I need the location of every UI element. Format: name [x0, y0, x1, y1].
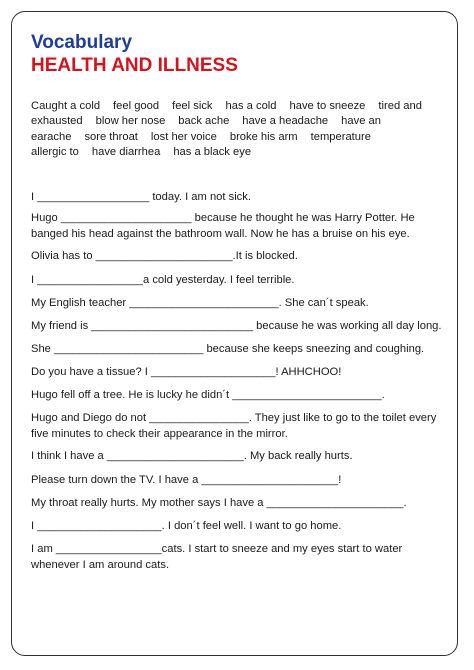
- word-bank: [31, 99, 451, 160]
- exercise-line: I __________________ today. I am not sick.: [31, 191, 251, 203]
- word-bank-item: have diarrhea: [91, 145, 161, 158]
- exercise-item: [31, 388, 451, 404]
- exercise-line: whenever I am around cats.: [31, 558, 170, 571]
- exercise-item: [31, 296, 451, 312]
- exercise-line: Hugo _____________________ because he thought he was Harry Potter. He: [31, 212, 415, 224]
- word-bank-item: lost her voice: [150, 130, 217, 143]
- exercise-item: [31, 496, 451, 512]
- word-bank-item: has a black eye: [173, 145, 252, 158]
- exercise-line: I think I have a ______________________. My back really hurts.: [31, 450, 353, 462]
- exercise-item: [31, 449, 451, 465]
- exercise-item: [31, 365, 451, 381]
- word-bank-item: tired and: [378, 100, 422, 112]
- worksheet-page: [11, 11, 458, 656]
- word-bank-line: [31, 99, 451, 114]
- exercise-line: I _________________a cold yesterday. I feel terrible.: [31, 274, 295, 286]
- exercise-line: My English teacher ________________________. She can´t speak.: [31, 297, 369, 309]
- exercise-item: [31, 542, 451, 573]
- exercise-line: She ________________________ because she keeps sneezing and coughing.: [31, 343, 425, 355]
- exercise-line: banged his head against the bathroom wall. Now he has a bruise on his eye.: [31, 227, 410, 240]
- exercise-item: [31, 190, 451, 206]
- exercise-line: five minutes to check their appearance in the mirror.: [31, 427, 288, 440]
- exercise-line: I am _________________cats. I start to sneeze and my eyes start to water: [31, 543, 403, 555]
- exercise-line: Hugo and Diego do not ________________. They just like to go to the toilet every: [31, 412, 437, 424]
- word-bank-item: allergic to: [31, 145, 79, 158]
- word-bank-line: [31, 130, 451, 145]
- exercise-item: [31, 411, 451, 442]
- word-bank-item: have an: [341, 115, 381, 128]
- exercise-line: Olivia has to ______________________.It is blocked.: [31, 250, 298, 262]
- exercise-item: [31, 273, 451, 289]
- word-bank-item: feel good: [113, 100, 160, 112]
- word-bank-item: have to sneeze: [289, 100, 366, 112]
- exercise-line: I ____________________. I don´t feel well. I want to go home.: [31, 520, 342, 532]
- word-bank-item: broke his arm: [229, 130, 298, 143]
- exercise-item: [31, 319, 451, 335]
- page-title: Vocabulary: [31, 32, 133, 53]
- exercise-line: Hugo fell off a tree. He is lucky he didn´t ________________________.: [31, 389, 385, 401]
- exercise-item: [31, 473, 451, 489]
- exercise-item: [31, 519, 451, 535]
- exercise-line: Please turn down the TV. I have a ______________________!: [31, 474, 342, 486]
- word-bank-item: have a headache: [242, 115, 329, 128]
- word-bank-item: blow her nose: [95, 115, 166, 128]
- word-bank-item: exhausted: [31, 115, 83, 128]
- word-bank-line: [31, 145, 451, 160]
- exercise-item: [31, 249, 451, 265]
- word-bank-item: sore throat: [84, 130, 138, 143]
- exercise-item: [31, 211, 451, 242]
- exercise-line: My throat really hurts. My mother says I have a ______________________.: [31, 497, 407, 509]
- exercise-item: [31, 342, 451, 358]
- exercise-line: My friend is __________________________ because he was working all day long.: [31, 320, 442, 332]
- page-subtitle: HEALTH AND ILLNESS: [31, 55, 238, 76]
- word-bank-item: has a cold: [225, 100, 277, 112]
- exercise-line: Do you have a tissue? I ____________________! AHHCHOO!: [31, 366, 342, 378]
- word-bank-item: back ache: [178, 115, 230, 128]
- word-bank-item: earache: [31, 130, 72, 143]
- word-bank-line: [31, 114, 451, 129]
- word-bank-item: Caught a cold: [31, 100, 101, 112]
- word-bank-item: feel sick: [172, 100, 213, 112]
- word-bank-item: temperature: [310, 130, 371, 143]
